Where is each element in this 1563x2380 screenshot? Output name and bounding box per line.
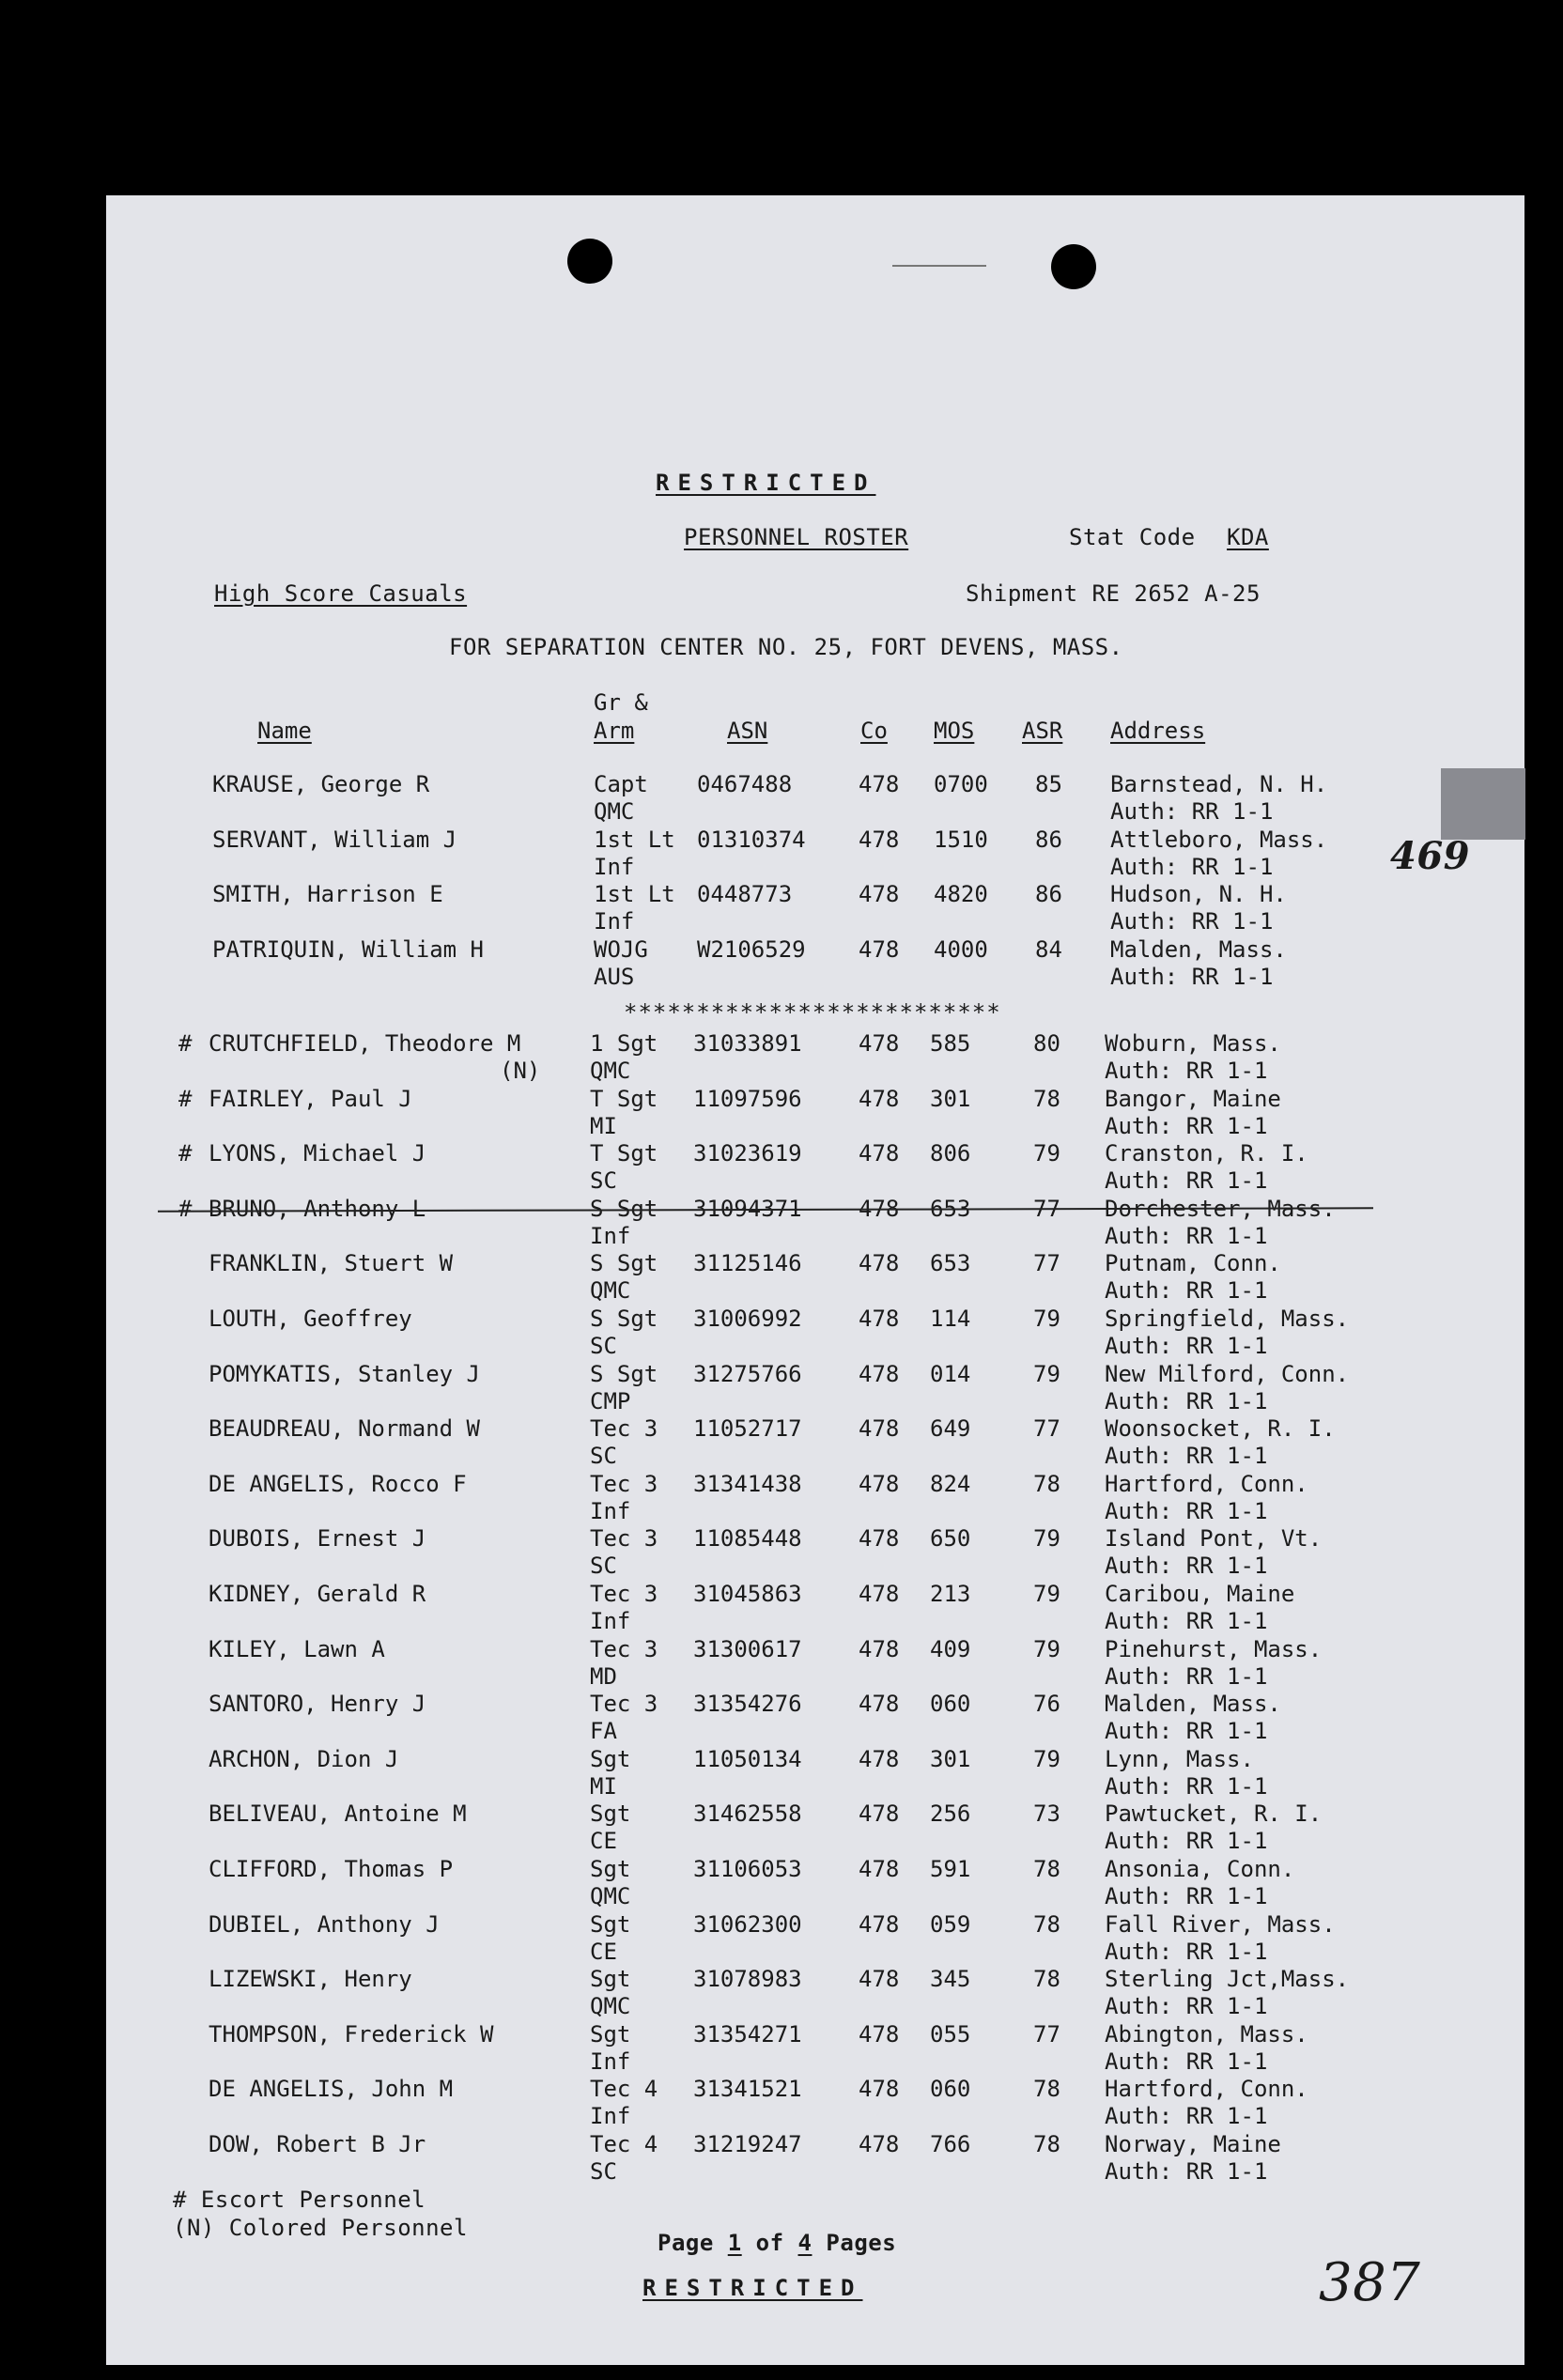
- address-auth: Auth: RR 1-1: [1110, 963, 1274, 990]
- arm: Inf: [594, 908, 635, 935]
- arm: QMC: [590, 1883, 631, 1909]
- separator-stars: **************************: [624, 999, 1001, 1026]
- stat-code-label: Stat Code: [1069, 524, 1196, 550]
- punch-hole-right: [1051, 244, 1096, 289]
- mos: 256: [930, 1800, 971, 1828]
- address-city: Dorchester, Mass.: [1105, 1195, 1336, 1222]
- asr-score: 79: [1033, 1581, 1060, 1607]
- address-city: Bangor, Maine: [1105, 1085, 1281, 1112]
- company: 478: [859, 1691, 900, 1718]
- company: 478: [859, 1856, 900, 1882]
- table-row: [0, 1361, 1563, 1415]
- person-name: BRUNO, Anthony L: [209, 1195, 426, 1222]
- table-row: [0, 2021, 1563, 2076]
- table-row: [0, 1636, 1563, 1691]
- asn: 31023619: [693, 1140, 802, 1167]
- asr-score: 79: [1033, 1745, 1060, 1772]
- asn: 31006992: [693, 1306, 802, 1332]
- asr-score: 78: [1033, 1910, 1060, 1938]
- address-city: Putnam, Conn.: [1105, 1250, 1281, 1277]
- escort-mark: #: [178, 1030, 193, 1057]
- table-row: [0, 1471, 1563, 1525]
- grade: Tec 3: [590, 1691, 658, 1718]
- asn: 0467488: [697, 771, 793, 797]
- group-title: High Score Casuals: [214, 580, 468, 607]
- arm: CMP: [590, 1387, 631, 1414]
- person-name: BELIVEAU, Antoine M: [209, 1800, 467, 1828]
- person-name: CLIFFORD, Thomas P: [209, 1856, 454, 1882]
- company: 478: [859, 2131, 900, 2157]
- asr-score: 77: [1033, 1195, 1060, 1222]
- escort-mark: #: [178, 1085, 193, 1112]
- company: 478: [859, 1910, 900, 1938]
- page-prefix: Page: [658, 2230, 714, 2256]
- asn: 31062300: [693, 1910, 802, 1938]
- mos: 0700: [934, 771, 988, 797]
- person-name: KRAUSE, George R: [212, 771, 430, 797]
- arm: Inf: [594, 853, 635, 880]
- asr-score: 79: [1033, 1360, 1060, 1387]
- company: 478: [859, 1800, 900, 1828]
- asr-score: 86: [1035, 881, 1062, 908]
- company: 478: [859, 1085, 900, 1112]
- restricted-header: RESTRICTED: [656, 470, 876, 496]
- arm: MD: [590, 1662, 617, 1690]
- arm: SC: [590, 2158, 617, 2185]
- person-name: LYONS, Michael J: [209, 1140, 426, 1167]
- mos: 345: [930, 1966, 971, 1993]
- mos: 824: [930, 1470, 971, 1497]
- table-row: [0, 1966, 1563, 2020]
- arm: MI: [590, 1772, 617, 1800]
- company: 478: [859, 1525, 900, 1553]
- company: 478: [859, 1140, 900, 1167]
- asr-score: 86: [1035, 826, 1062, 853]
- asn: 11050134: [693, 1745, 802, 1772]
- grade: WOJG: [594, 935, 648, 963]
- asn: 11052717: [693, 1415, 802, 1443]
- mos: 4820: [934, 881, 988, 908]
- mos: 014: [930, 1360, 971, 1387]
- mos: 301: [930, 1085, 971, 1112]
- grade: Capt: [594, 771, 648, 797]
- grade: Tec 3: [590, 1581, 658, 1607]
- asr-score: 77: [1033, 1250, 1060, 1277]
- company: 478: [859, 1195, 900, 1222]
- col-mos: MOS: [934, 718, 975, 744]
- person-name: LIZEWSKI, Henry: [209, 1966, 412, 1993]
- punch-hole-left: [567, 239, 612, 284]
- person-name: SERVANT, William J: [212, 826, 457, 853]
- asr-score: 78: [1033, 2131, 1060, 2157]
- mos: 059: [930, 1910, 971, 1938]
- table-row: [0, 1800, 1563, 1855]
- mos: 055: [930, 2020, 971, 2048]
- grade: Tec 3: [590, 1415, 658, 1443]
- table-row: [0, 2076, 1563, 2130]
- company: 478: [859, 1306, 900, 1332]
- asn: 31045863: [693, 1581, 802, 1607]
- arm: QMC: [590, 1277, 631, 1305]
- mos: 4000: [934, 935, 988, 963]
- person-name: KILEY, Lawn A: [209, 1635, 385, 1662]
- grade: Sgt: [590, 1856, 631, 1882]
- address-auth: Auth: RR 1-1: [1105, 1718, 1268, 1745]
- arm: SC: [590, 1333, 617, 1359]
- mos: 653: [930, 1250, 971, 1277]
- table-row: [0, 1911, 1563, 1966]
- asr-score: 78: [1033, 1470, 1060, 1497]
- address-city: Hudson, N. H.: [1110, 881, 1287, 908]
- handwritten-bottom-number: 387: [1319, 2252, 1421, 2313]
- address-auth: Auth: RR 1-1: [1105, 1938, 1268, 1965]
- address-auth: Auth: RR 1-1: [1105, 1222, 1268, 1249]
- asr-score: 80: [1033, 1030, 1060, 1057]
- person-name: POMYKATIS, Stanley J: [209, 1360, 480, 1387]
- mos: 806: [930, 1140, 971, 1167]
- person-name: ARCHON, Dion J: [209, 1745, 399, 1772]
- asn: 31341521: [693, 2076, 802, 2103]
- address-city: Caribou, Maine: [1105, 1581, 1295, 1607]
- escort-mark: #: [178, 1195, 193, 1222]
- table-row: [0, 771, 1563, 826]
- arm: Inf: [590, 2103, 631, 2130]
- address-auth: Auth: RR 1-1: [1105, 1277, 1268, 1305]
- person-name: BEAUDREAU, Normand W: [209, 1415, 480, 1443]
- asn: 31354271: [693, 2020, 802, 2048]
- asn: 0448773: [697, 881, 793, 908]
- address-city: Island Pont, Vt.: [1105, 1525, 1323, 1553]
- arm: CE: [590, 1828, 617, 1855]
- col-name: Name: [257, 718, 312, 744]
- grade: Sgt: [590, 2020, 631, 2048]
- person-name: KIDNEY, Gerald R: [209, 1581, 426, 1607]
- grade: Sgt: [590, 1800, 631, 1828]
- table-row: [0, 1250, 1563, 1305]
- company: 478: [859, 935, 900, 963]
- table-row: [0, 827, 1563, 881]
- asr-score: 78: [1033, 1856, 1060, 1882]
- table-row: [0, 1525, 1563, 1580]
- address-auth: Auth: RR 1-1: [1105, 1497, 1268, 1524]
- table-row: [0, 1030, 1563, 1085]
- person-name: PATRIQUIN, William H: [212, 935, 484, 963]
- arm: AUS: [594, 963, 635, 990]
- mos: 591: [930, 1856, 971, 1882]
- escort-mark: #: [178, 1140, 193, 1167]
- asr-score: 78: [1033, 1966, 1060, 1993]
- grade: 1 Sgt: [590, 1030, 658, 1057]
- address-city: Norway, Maine: [1105, 2131, 1281, 2157]
- address-city: Lynn, Mass.: [1105, 1745, 1254, 1772]
- mos: 650: [930, 1525, 971, 1553]
- grade: Tec 4: [590, 2131, 658, 2157]
- company: 478: [859, 1030, 900, 1057]
- company: 478: [859, 771, 900, 797]
- page-total: 4: [797, 2230, 812, 2256]
- grade: Sgt: [590, 1966, 631, 1993]
- arm: SC: [590, 1553, 617, 1580]
- asn: 31462558: [693, 1800, 802, 1828]
- company: 478: [859, 881, 900, 908]
- asn: 31300617: [693, 1635, 802, 1662]
- person-name: CRUTCHFIELD, Theodore M: [209, 1030, 521, 1057]
- address-city: Attleboro, Mass.: [1110, 826, 1328, 853]
- mos: 114: [930, 1306, 971, 1332]
- table-row: [0, 1746, 1563, 1800]
- address-auth: Auth: RR 1-1: [1110, 853, 1274, 880]
- arm: SC: [590, 1167, 617, 1195]
- asn: 01310374: [697, 826, 806, 853]
- company: 478: [859, 1966, 900, 1993]
- page-suffix: Pages: [826, 2230, 897, 2256]
- stat-code-value: KDA: [1227, 524, 1269, 550]
- grade: Tec 3: [590, 1525, 658, 1553]
- address-city: Hartford, Conn.: [1105, 2076, 1308, 2103]
- top-mark-line: [892, 265, 986, 267]
- arm: QMC: [594, 798, 635, 825]
- table-row: [0, 1086, 1563, 1140]
- address-city: Abington, Mass.: [1105, 2020, 1308, 2048]
- address-auth: Auth: RR 1-1: [1110, 908, 1274, 935]
- address-auth: Auth: RR 1-1: [1105, 1167, 1268, 1195]
- asr-score: 73: [1033, 1800, 1060, 1828]
- col-co: Co: [860, 718, 888, 744]
- asn: 31106053: [693, 1856, 802, 1882]
- person-name: FAIRLEY, Paul J: [209, 1085, 412, 1112]
- address-auth: Auth: RR 1-1: [1105, 2158, 1268, 2185]
- address-city: Pinehurst, Mass.: [1105, 1635, 1323, 1662]
- asr-score: 79: [1033, 1525, 1060, 1553]
- address-city: Pawtucket, R. I.: [1105, 1800, 1323, 1828]
- grade: Tec 4: [590, 2076, 658, 2103]
- table-row: [0, 1581, 1563, 1635]
- asr-score: 84: [1035, 935, 1062, 963]
- colored-note: (N): [500, 1058, 541, 1084]
- col-asr: ASR: [1022, 718, 1063, 744]
- asr-score: 78: [1033, 2076, 1060, 2103]
- address-auth: Auth: RR 1-1: [1105, 1608, 1268, 1634]
- address-auth: Auth: RR 1-1: [1105, 1772, 1268, 1800]
- arm: QMC: [590, 1058, 631, 1084]
- table-row: [0, 1140, 1563, 1195]
- asn: 11085448: [693, 1525, 802, 1553]
- address-auth: Auth: RR 1-1: [1110, 798, 1274, 825]
- mos: 585: [930, 1030, 971, 1057]
- address-city: Cranston, R. I.: [1105, 1140, 1308, 1167]
- company: 478: [859, 1415, 900, 1443]
- person-name: SANTORO, Henry J: [209, 1691, 426, 1718]
- table-row: [0, 936, 1563, 991]
- address-auth: Auth: RR 1-1: [1105, 1883, 1268, 1909]
- table-row: [0, 1691, 1563, 1745]
- asr-score: 78: [1033, 1085, 1060, 1112]
- grade: Tec 3: [590, 1635, 658, 1662]
- asn: 31125146: [693, 1250, 802, 1277]
- grade: S Sgt: [590, 1195, 658, 1222]
- restricted-footer: RESTRICTED: [642, 2275, 863, 2301]
- address-city: Ansonia, Conn.: [1105, 1856, 1295, 1882]
- person-name: DE ANGELIS, John M: [209, 2076, 454, 2103]
- address-auth: Auth: RR 1-1: [1105, 1662, 1268, 1690]
- destination-line: FOR SEPARATION CENTER NO. 25, FORT DEVENS, MASS.: [449, 634, 1123, 660]
- arm: SC: [590, 1443, 617, 1470]
- person-name: DUBOIS, Ernest J: [209, 1525, 426, 1553]
- asn: 31354276: [693, 1691, 802, 1718]
- address-city: Fall River, Mass.: [1105, 1910, 1336, 1938]
- arm: Inf: [590, 1222, 631, 1249]
- company: 478: [859, 2020, 900, 2048]
- table-row: [0, 881, 1563, 935]
- col-asn: ASN: [727, 718, 768, 744]
- grade: S Sgt: [590, 1360, 658, 1387]
- mos: 1510: [934, 826, 988, 853]
- asr-score: 79: [1033, 1140, 1060, 1167]
- col-gr-arm-top: Gr &: [594, 689, 648, 716]
- address-city: Malden, Mass.: [1110, 935, 1287, 963]
- person-name: DE ANGELIS, Rocco F: [209, 1470, 467, 1497]
- grade: 1st Lt: [594, 881, 675, 908]
- arm: CE: [590, 1938, 617, 1965]
- company: 478: [859, 1635, 900, 1662]
- grade: Sgt: [590, 1910, 631, 1938]
- person-name: LOUTH, Geoffrey: [209, 1306, 412, 1332]
- company: 478: [859, 2076, 900, 2103]
- asr-score: 79: [1033, 1306, 1060, 1332]
- grade: S Sgt: [590, 1250, 658, 1277]
- table-row: [0, 2131, 1563, 2186]
- table-row: [0, 1306, 1563, 1360]
- grade: 1st Lt: [594, 826, 675, 853]
- col-gr-arm-bottom: Arm: [594, 718, 635, 744]
- address-city: Malden, Mass.: [1105, 1691, 1281, 1718]
- address-auth: Auth: RR 1-1: [1105, 1333, 1268, 1359]
- mos: 653: [930, 1195, 971, 1222]
- asn: W2106529: [697, 935, 806, 963]
- mos: 649: [930, 1415, 971, 1443]
- asr-score: 77: [1033, 1415, 1060, 1443]
- address-auth: Auth: RR 1-1: [1105, 1058, 1268, 1084]
- asr-score: 79: [1033, 1635, 1060, 1662]
- address-city: Woonsocket, R. I.: [1105, 1415, 1336, 1443]
- page-number: 1: [727, 2230, 742, 2256]
- arm: Inf: [590, 1497, 631, 1524]
- address-auth: Auth: RR 1-1: [1105, 1553, 1268, 1580]
- grade: S Sgt: [590, 1306, 658, 1332]
- address-auth: Auth: RR 1-1: [1105, 1387, 1268, 1414]
- legend-colored: (N) Colored Personnel: [173, 2215, 468, 2241]
- company: 478: [859, 1360, 900, 1387]
- page-indicator: [658, 2230, 896, 2256]
- company: 478: [859, 1581, 900, 1607]
- address-city: Springfield, Mass.: [1105, 1306, 1350, 1332]
- page-mid: of: [755, 2230, 784, 2256]
- person-name: SMITH, Harrison E: [212, 881, 443, 908]
- arm: MI: [590, 1112, 617, 1139]
- shipment-number: Shipment RE 2652 A-25: [966, 580, 1261, 607]
- person-name: DOW, Robert B Jr: [209, 2131, 426, 2157]
- company: 478: [859, 1250, 900, 1277]
- grade: Tec 3: [590, 1470, 658, 1497]
- table-row: [0, 1415, 1563, 1470]
- asn: 31275766: [693, 1360, 802, 1387]
- arm: FA: [590, 1718, 617, 1745]
- address-auth: Auth: RR 1-1: [1105, 1828, 1268, 1855]
- mos: 409: [930, 1635, 971, 1662]
- arm: Inf: [590, 2048, 631, 2075]
- grade: T Sgt: [590, 1085, 658, 1112]
- asn: 31033891: [693, 1030, 802, 1057]
- handwritten-side-number: 469: [1390, 834, 1470, 878]
- mos: 213: [930, 1581, 971, 1607]
- asn: 31094371: [693, 1195, 802, 1222]
- mos: 766: [930, 2131, 971, 2157]
- address-city: Sterling Jct,Mass.: [1105, 1966, 1350, 1993]
- company: 478: [859, 826, 900, 853]
- mos: 060: [930, 2076, 971, 2103]
- mos: 301: [930, 1745, 971, 1772]
- table-row: [0, 1196, 1563, 1250]
- company: 478: [859, 1745, 900, 1772]
- asr-score: 76: [1033, 1691, 1060, 1718]
- address-city: Barnstead, N. H.: [1110, 771, 1328, 797]
- col-address: Address: [1110, 718, 1206, 744]
- asr-score: 77: [1033, 2020, 1060, 2048]
- asr-score: 85: [1035, 771, 1062, 797]
- legend-escort: # Escort Personnel: [173, 2187, 426, 2213]
- person-name: THOMPSON, Frederick W: [209, 2020, 494, 2048]
- grade: Sgt: [590, 1745, 631, 1772]
- roster-title: PERSONNEL ROSTER: [684, 524, 909, 550]
- mos: 060: [930, 1691, 971, 1718]
- address-city: New Milford, Conn.: [1105, 1360, 1350, 1387]
- arm: QMC: [590, 1993, 631, 2020]
- address-auth: Auth: RR 1-1: [1105, 1443, 1268, 1470]
- address-city: Woburn, Mass.: [1105, 1030, 1281, 1057]
- address-auth: Auth: RR 1-1: [1105, 2048, 1268, 2075]
- person-name: FRANKLIN, Stuert W: [209, 1250, 454, 1277]
- arm: Inf: [590, 1608, 631, 1634]
- asn: 31341438: [693, 1470, 802, 1497]
- company: 478: [859, 1470, 900, 1497]
- address-auth: Auth: RR 1-1: [1105, 1112, 1268, 1139]
- address-city: Hartford, Conn.: [1105, 1470, 1308, 1497]
- asn: 11097596: [693, 1085, 802, 1112]
- grade: T Sgt: [590, 1140, 658, 1167]
- address-auth: Auth: RR 1-1: [1105, 1993, 1268, 2020]
- person-name: DUBIEL, Anthony J: [209, 1910, 440, 1938]
- address-auth: Auth: RR 1-1: [1105, 2103, 1268, 2130]
- asn: 31219247: [693, 2131, 802, 2157]
- asn: 31078983: [693, 1966, 802, 1993]
- table-row: [0, 1856, 1563, 1910]
